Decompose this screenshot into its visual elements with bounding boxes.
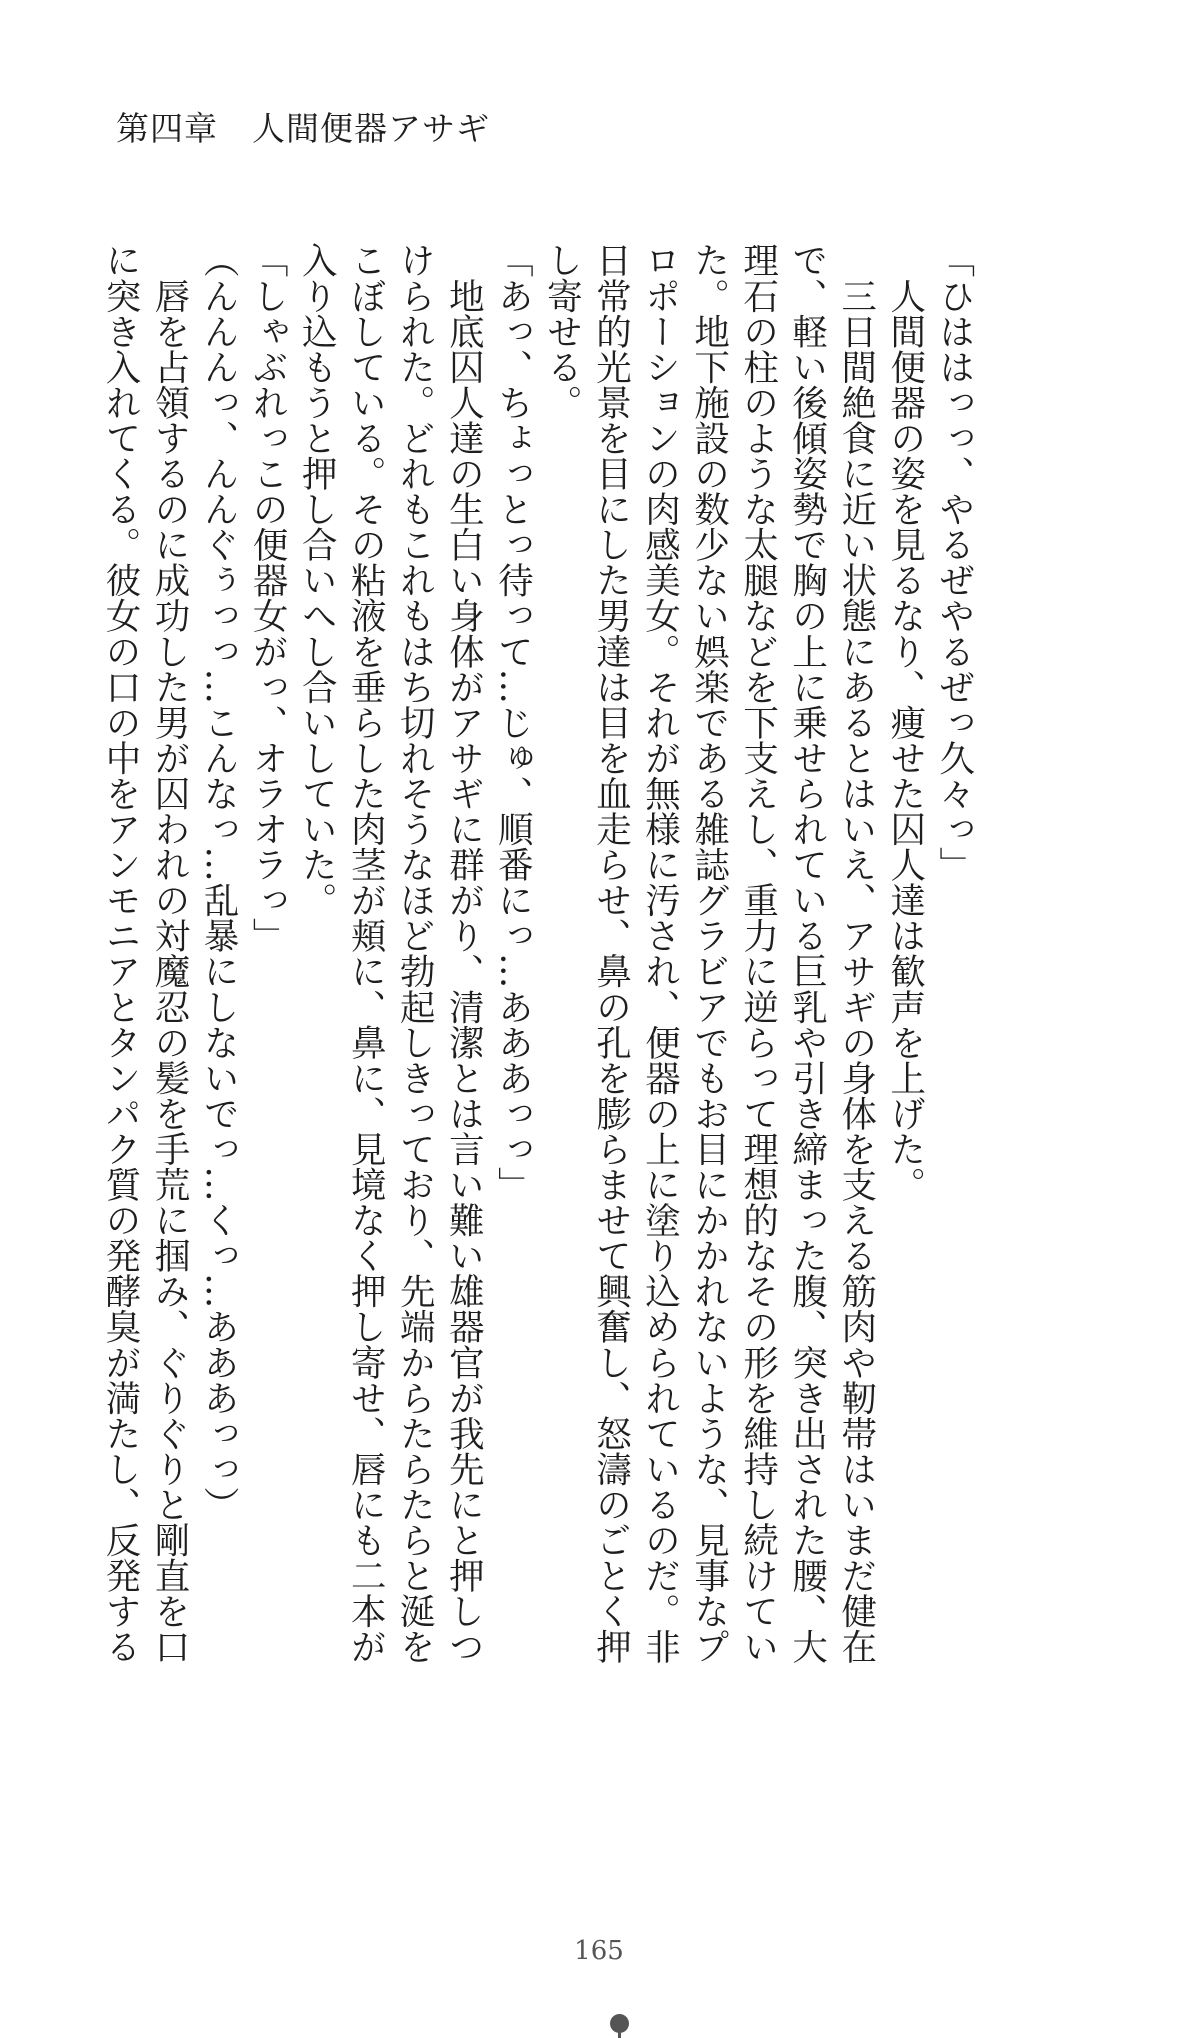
thumb-index-line [618, 2028, 621, 2038]
text-line: 「ひははっっ、やるぜやるぜっ久々っ」 [933, 242, 975, 882]
text-line: し寄せる。 [541, 242, 583, 420]
page-number: 165 [574, 1936, 624, 1966]
text-line: 理石の柱のような太腿などを下支えし、重力に逆らって理想的なその形を維持し続けてい [737, 242, 779, 1664]
text-line: 人間便器の姿を見るなり、痩せた囚人達は歓声を上げた。 [884, 242, 926, 1202]
text-line: に突き入れてくる。彼女の口の中をアンモニアとタンパク質の発酵臭が満たし、反発する [100, 242, 141, 1664]
text-line: 唇を占領するのに成功した男が囚われの対魔忍の髪を手荒に掴み、ぐりぐりと剛直を口 [149, 242, 191, 1664]
text-line: けられた。どれもこれもはち切れそうなほど勃起しきっており、先端からたらたらと涎を [394, 242, 436, 1664]
text-line: 地底囚人達の生白い身体がアサギに群がり、清潔とは言い難い雄器官が我先にと押しつ [443, 242, 485, 1664]
text-line: た。地下施設の数少ない娯楽である雑誌グラビアでもお目にかかれないような、見事なプ [688, 242, 730, 1664]
body-text [100, 242, 975, 1702]
text-line: 日常的光景を目にした男達は目を血走らせ、鼻の孔を膨らませて興奮し、怒濤のごとく押 [590, 242, 632, 1664]
running-head: 第四章 人間便器アサギ [116, 109, 490, 148]
text-line: 「あっ、ちょっとっ待って…じゅ、順番にっ…あああっっ」 [492, 242, 534, 1202]
text-line: 「しゃぶれっこの便器女がっ、オラオラっ」 [247, 242, 289, 953]
text-line: こぼしている。その粘液を垂らした肉茎が頬に、鼻に、見境なく押し寄せ、唇にも二本が [345, 242, 387, 1664]
text-line: （んんんっ、んんぐぅっっ…こんなっ…乱暴にしないでっ…くっ…あああっっ） [198, 242, 240, 1522]
text-line: ロポーションの肉感美女。それが無様に汚され、便器の上に塗り込められているのだ。非 [639, 242, 681, 1664]
text-line: 入り込もうと押し合いへし合いしていた。 [296, 242, 338, 918]
text-line: で、軽い後傾姿勢で胸の上に乗せられている巨乳や引き締まった腹、突き出された腰、大 [786, 242, 828, 1664]
text-line: 三日間絶食に近い状態にあるとはいえ、アサギの身体を支える筋肉や靭帯はいまだ健在 [835, 242, 877, 1664]
